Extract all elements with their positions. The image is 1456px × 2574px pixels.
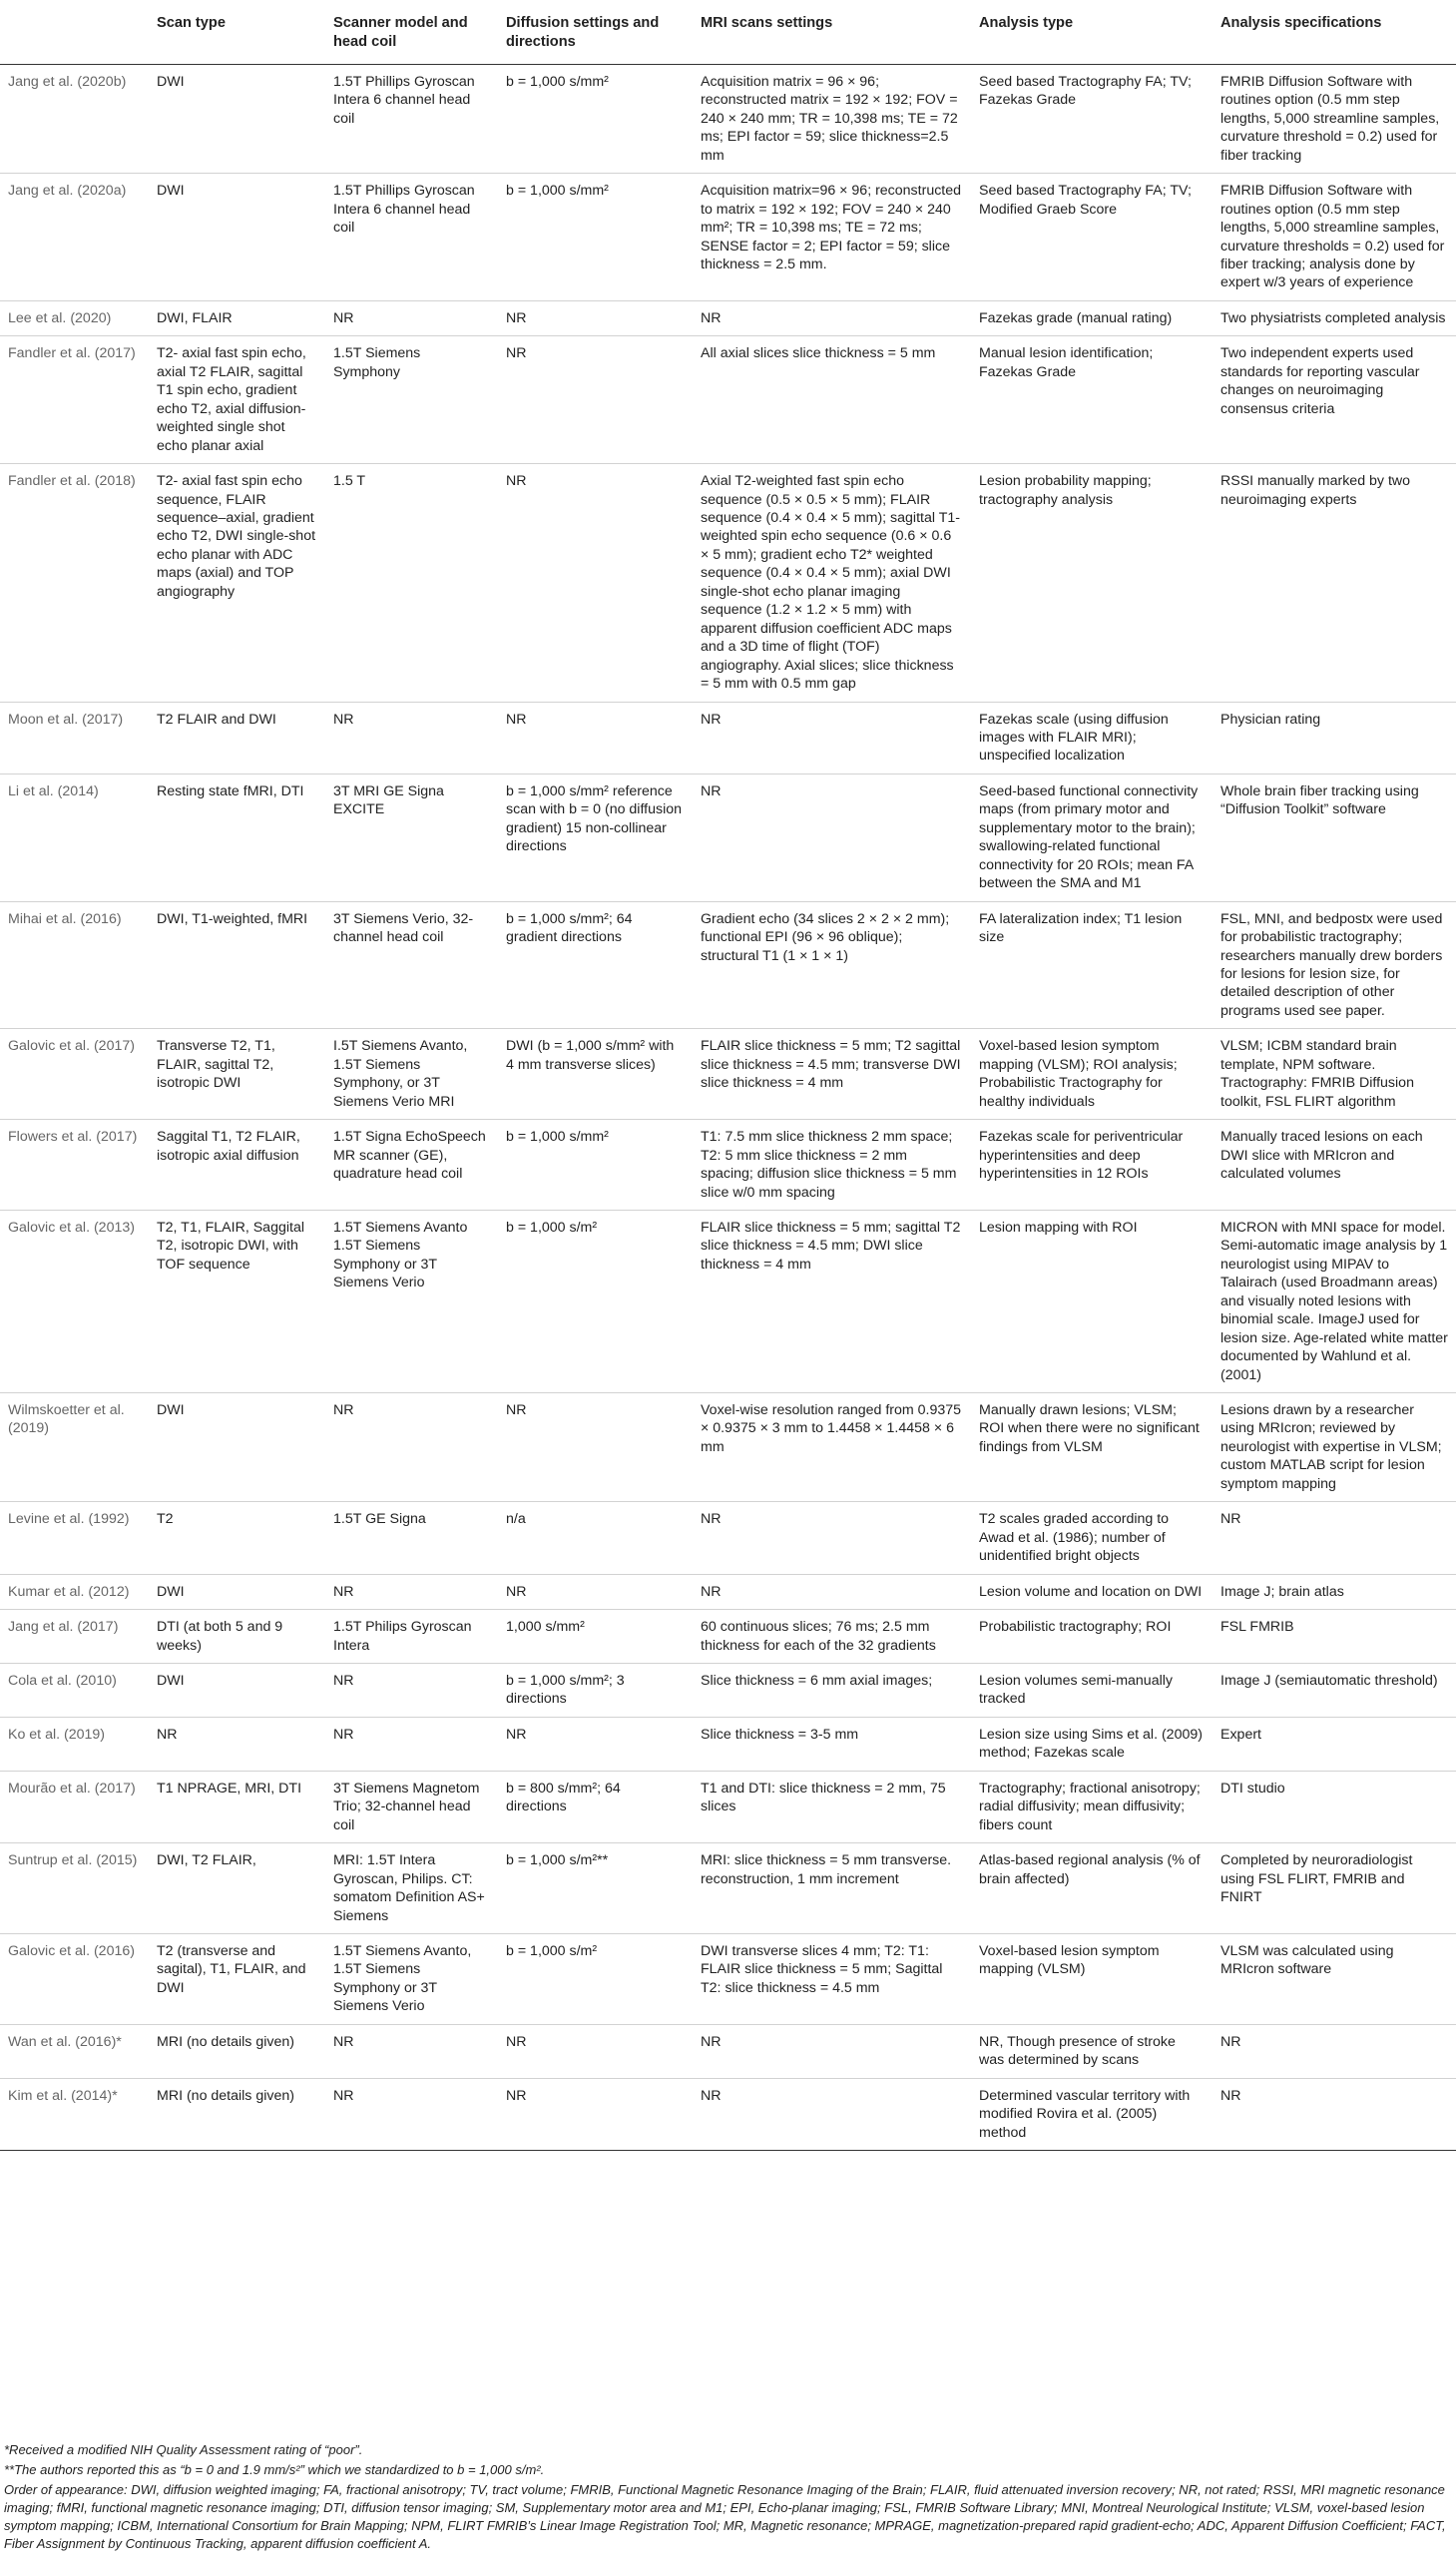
study-cell: Fandler et al. (2018)	[0, 464, 149, 702]
diffusion-settings-cell: NR	[498, 336, 693, 464]
analysis-specifications-cell: NR	[1213, 2078, 1456, 2150]
analysis-type-cell: Fazekas scale (using diffusion images with FLAIR MRI); unspecified localization	[971, 702, 1213, 773]
study-cell: Galovic et al. (2016)	[0, 1934, 149, 2025]
analysis-type-cell: T2 scales graded according to Awad et al. (1986); number of unidentified bright objects	[971, 1502, 1213, 1574]
analysis-specifications-cell: NR	[1213, 1502, 1456, 1574]
study-cell: Lee et al. (2020)	[0, 300, 149, 335]
table-row	[0, 1210, 1456, 1392]
analysis-specifications-cell: VLSM; ICBM standard brain template, NPM software. Tractography: FMRIB Diffusion toolkit, FSL FLIRT algorithm	[1213, 1029, 1456, 1120]
scan-type-cell: DWI, FLAIR	[149, 300, 325, 335]
scan-type-cell: T2 FLAIR and DWI	[149, 702, 325, 773]
analysis-type-cell: NR, Though presence of stroke was determined by scans	[971, 2024, 1213, 2078]
analysis-type-header: Analysis type	[971, 0, 1213, 64]
analysis-specifications-cell: FMRIB Diffusion Software with routines option (0.5 mm step lengths, 5,000 streamline samples, curvature threshold = 0.2) used for fiber tracking	[1213, 64, 1456, 173]
scan-type-cell: DWI	[149, 1393, 325, 1502]
diffusion-settings-cell: 1,000 s/mm²	[498, 1610, 693, 1664]
scan-type-cell: DWI	[149, 1574, 325, 1609]
scan-type-cell: MRI (no details given)	[149, 2078, 325, 2150]
mri-settings-cell: Axial T2-weighted fast spin echo sequence (0.5 × 0.5 × 5 mm); FLAIR sequence (0.4 × 0.4 × 5 mm); sagittal T1-weighted spin echo sequence (0.6 × 0.6 × 5 mm); gradient echo T2* weighted sequence (0.4 × 0.4 × 5 mm); axial DWI single-shot echo planar imaging sequence (1.2 × 1.2 × 5 mm) with apparent diffusion coefficient ADC maps and a 3D time of flight (TOF) angiography. Axial slices; slice thickness = 5 mm with 0.5 mm gap	[693, 464, 971, 702]
diffusion-settings-cell: b = 1,000 s/mm² reference scan with b = 0 (no diffusion gradient) 15 non-collinear directions	[498, 773, 693, 901]
analysis-specifications-cell: Whole brain fiber tracking using “Diffusion Toolkit” software	[1213, 773, 1456, 901]
study-cell: Suntrup et al. (2015)	[0, 1843, 149, 1934]
diffusion-settings-cell: b = 1,000 s/mm²	[498, 1120, 693, 1211]
mri-settings-cell: NR	[693, 773, 971, 901]
study-cell: Ko et al. (2019)	[0, 1717, 149, 1771]
diffusion-settings-cell: b = 1,000 s/mm²; 3 directions	[498, 1664, 693, 1718]
analysis-type-cell: Manually drawn lesions; VLSM; ROI when there were no significant findings from VLSM	[971, 1393, 1213, 1502]
footnote-abbreviations: Order of appearance: DWI, diffusion weighted imaging; FA, fractional anisotropy; TV, tract volume; FMRIB, Functional Magnetic Resonance Imaging of the Brain; FLAIR, fluid attenuated inversion recovery; NR, not rated; RSSI, MRI magnetic resonance imaging; fMRI, functional magnetic resonance imaging; DTI, diffusion tensor imaging; SM, Supplementary motor area and M1; EPI, Echo-planar imaging; FSL, FMRIB Software Library; MNI, Montreal Neurological Institute; VLSM, voxel-based lesion symptom mapping; ICBM, International Consortium for Brain Mapping; NPM, FLIRT FMRIB’s Linear Image Registration Tool; MR, Magnetic resonance; MPRAGE, magnetization-prepared rapid gradient-echo; ADC, Apparent Diffusion Coefficient; FACT, Fiber Assignment by Continuous Tracking, apparent diffusion coefficient A.	[4, 2481, 1446, 2551]
diffusion-settings-cell: b = 1,000 s/mm²	[498, 174, 693, 301]
mri-settings-cell: Acquisition matrix=96 × 96; reconstructed to matrix = 192 × 192; FOV = 240 × 240 mm²; TR = 10,398 ms; TE = 72 ms; SENSE factor = 2; EPI factor = 59; slice thickness = 2.5 mm.	[693, 174, 971, 301]
analysis-type-cell: Lesion probability mapping; tractography analysis	[971, 464, 1213, 702]
table-row	[0, 1843, 1456, 1934]
scanner-model-cell: 1.5T Philips Gyroscan Intera	[325, 1610, 498, 1664]
scan-type-cell: Resting state fMRI, DTI	[149, 773, 325, 901]
table-row	[0, 1574, 1456, 1609]
diffusion-settings-cell: b = 1,000 s/m²	[498, 1210, 693, 1392]
scanner-model-cell: I.5T Siemens Avanto, 1.5T Siemens Symphony, or 3T Siemens Verio MRI	[325, 1029, 498, 1120]
table-row	[0, 464, 1456, 702]
study-cell: Jang et al. (2020b)	[0, 64, 149, 173]
scan-type-cell: T2	[149, 1502, 325, 1574]
scan-type-cell: T1 NPRAGE, MRI, DTI	[149, 1771, 325, 1842]
scan-type-cell: DWI	[149, 1664, 325, 1718]
study-cell: Jang et al. (2017)	[0, 1610, 149, 1664]
analysis-type-cell: Lesion mapping with ROI	[971, 1210, 1213, 1392]
diffusion-settings-cell: NR	[498, 2078, 693, 2150]
scanner-model-cell: 1.5T GE Signa	[325, 1502, 498, 1574]
table-row	[0, 1029, 1456, 1120]
scan-type-cell: DWI	[149, 174, 325, 301]
scan-type-cell: NR	[149, 1717, 325, 1771]
scan-type-cell: MRI (no details given)	[149, 2024, 325, 2078]
study-cell: Galovic et al. (2013)	[0, 1210, 149, 1392]
scanner-model-cell: 3T MRI GE Signa EXCITE	[325, 773, 498, 901]
table-row	[0, 1502, 1456, 1574]
scanner-model-cell: 1.5T Siemens Avanto, 1.5T Siemens Symphony or 3T Siemens Verio	[325, 1934, 498, 2025]
study-cell: Moon et al. (2017)	[0, 702, 149, 773]
table-row	[0, 2078, 1456, 2150]
scanner-model-cell: 1.5T Signa EchoSpeech MR scanner (GE), quadrature head coil	[325, 1120, 498, 1211]
table-row	[0, 773, 1456, 901]
mri-settings-cell: Acquisition matrix = 96 × 96; reconstructed matrix = 192 × 192; FOV = 240 × 240 mm; TR = 10,398 ms; TE = 72 ms; EPI factor = 59; slice thickness=2.5 mm	[693, 64, 971, 173]
analysis-type-cell: Lesion volume and location on DWI	[971, 1574, 1213, 1609]
analysis-type-cell: Tractography; fractional anisotropy; radial diffusivity; mean diffusivity; fibers count	[971, 1771, 1213, 1842]
table-row	[0, 1120, 1456, 1211]
study-cell: Li et al. (2014)	[0, 773, 149, 901]
table-row	[0, 1717, 1456, 1771]
analysis-specifications-cell: DTI studio	[1213, 1771, 1456, 1842]
analysis-specifications-cell: Image J (semiautomatic threshold)	[1213, 1664, 1456, 1718]
analysis-type-cell: FA lateralization index; T1 lesion size	[971, 901, 1213, 1029]
scanner-model-cell: 3T Siemens Verio, 32-channel head coil	[325, 901, 498, 1029]
diffusion-settings-cell: b = 1,000 s/m²	[498, 1934, 693, 2025]
mri-settings-cell: NR	[693, 1502, 971, 1574]
mri-settings-cell: NR	[693, 1574, 971, 1609]
analysis-specifications-cell: MICRON with MNI space for model. Semi-automatic image analysis by 1 neurologist using MIPAV to Talairach (used Broadmann areas) and visually noted lesions with binomial scale. ImageJ used for lesion size. Age-related white matter documented by Wahlund et al. (2001)	[1213, 1210, 1456, 1392]
diffusion-settings-cell: b = 1,000 s/m²**	[498, 1843, 693, 1934]
diffusion-settings-cell: NR	[498, 464, 693, 702]
scanner-model-cell: 1.5T Siemens Avanto 1.5T Siemens Symphony or 3T Siemens Verio	[325, 1210, 498, 1392]
scan-type-cell: Transverse T2, T1, FLAIR, sagittal T2, isotropic DWI	[149, 1029, 325, 1120]
diffusion-settings-cell: b = 1,000 s/mm²	[498, 64, 693, 173]
analysis-specifications-cell: VLSM was calculated using MRIcron software	[1213, 1934, 1456, 2025]
study-column-header	[0, 0, 149, 64]
analysis-type-cell: Atlas-based regional analysis (% of brain affected)	[971, 1843, 1213, 1934]
analysis-specifications-cell: FSL, MNI, and bedpostx were used for probabilistic tractography; researchers manually drew borders for lesions for lesion size, for detailed description of other programs used see paper.	[1213, 901, 1456, 1029]
table-row	[0, 901, 1456, 1029]
scanner-model-cell: NR	[325, 702, 498, 773]
footnote-poor-rating: *Received a modified NIH Quality Assessment rating of “poor”.	[4, 2442, 363, 2457]
analysis-specifications-cell: Manually traced lesions on each DWI slice with MRIcron and calculated volumes	[1213, 1120, 1456, 1211]
mri-settings-cell: Slice thickness = 3-5 mm	[693, 1717, 971, 1771]
mri-settings-header: MRI scans settings	[693, 0, 971, 64]
scanner-model-cell: NR	[325, 1574, 498, 1609]
analysis-specifications-cell: Physician rating	[1213, 702, 1456, 773]
table-row	[0, 64, 1456, 173]
mri-settings-cell: T1: 7.5 mm slice thickness 2 mm space; T2: 5 mm slice thickness = 2 mm spacing; diffusion slice thickness = 5 mm slice w/0 mm spacing	[693, 1120, 971, 1211]
table-row	[0, 336, 1456, 464]
study-cell: Kim et al. (2014)*	[0, 2078, 149, 2150]
scanner-model-cell: 3T Siemens Magnetom Trio; 32-channel head coil	[325, 1771, 498, 1842]
table-header-row	[0, 0, 1456, 64]
scanner-model-cell: 1.5T Siemens Symphony	[325, 336, 498, 464]
study-cell: Flowers et al. (2017)	[0, 1120, 149, 1211]
scanner-model-cell: NR	[325, 1717, 498, 1771]
diffusion-settings-header: Diffusion settings and directions	[498, 0, 693, 64]
mri-settings-cell: NR	[693, 300, 971, 335]
table-row	[0, 2024, 1456, 2078]
mri-settings-cell: Voxel-wise resolution ranged from 0.9375 × 0.9375 × 3 mm to 1.4458 × 1.4458 × 6 mm	[693, 1393, 971, 1502]
diffusion-settings-cell: NR	[498, 1717, 693, 1771]
analysis-type-cell: Lesion volumes semi-manually tracked	[971, 1664, 1213, 1718]
scan-type-cell: T2- axial fast spin echo sequence, FLAIR sequence–axial, gradient echo T2, DWI single-shot echo planar with ADC maps (axial) and TOP angiography	[149, 464, 325, 702]
analysis-type-cell: Voxel-based lesion symptom mapping (VLSM)	[971, 1934, 1213, 2025]
diffusion-settings-cell: n/a	[498, 1502, 693, 1574]
mri-settings-cell: 60 continuous slices; 76 ms; 2.5 mm thickness for each of the 32 gradients	[693, 1610, 971, 1664]
mri-settings-cell: MRI: slice thickness = 5 mm transverse. reconstruction, 1 mm increment	[693, 1843, 971, 1934]
mri-settings-cell: FLAIR slice thickness = 5 mm; T2 sagittal slice thickness = 4.5 mm; transverse DWI slice thickness = 4 mm	[693, 1029, 971, 1120]
analysis-specifications-header: Analysis specifications	[1213, 0, 1456, 64]
diffusion-settings-cell: b = 1,000 s/mm²; 64 gradient directions	[498, 901, 693, 1029]
mri-settings-cell: Gradient echo (34 slices 2 × 2 × 2 mm); functional EPI (96 × 96 oblique); structural T1 (1 × 1 × 1)	[693, 901, 971, 1029]
table-row	[0, 1664, 1456, 1718]
study-cell: Mihai et al. (2016)	[0, 901, 149, 1029]
mri-settings-cell: Slice thickness = 6 mm axial images;	[693, 1664, 971, 1718]
analysis-specifications-cell: FSL FMRIB	[1213, 1610, 1456, 1664]
study-cell: Kumar et al. (2012)	[0, 1574, 149, 1609]
scan-type-cell: T2, T1, FLAIR, Saggital T2, isotropic DWI, with TOF sequence	[149, 1210, 325, 1392]
scan-type-cell: Saggital T1, T2 FLAIR, isotropic axial diffusion	[149, 1120, 325, 1211]
table-row	[0, 702, 1456, 773]
scanner-model-header: Scanner model and head coil	[325, 0, 498, 64]
study-cell: Galovic et al. (2017)	[0, 1029, 149, 1120]
mri-settings-cell: All axial slices slice thickness = 5 mm	[693, 336, 971, 464]
footnote-standardization: **The authors reported this as “b = 0 and 1.9 mm/s²” which we standardized to b = 1,000 s/m².	[4, 2461, 545, 2477]
table-row	[0, 1610, 1456, 1664]
scan-type-cell: DWI, T2 FLAIR,	[149, 1843, 325, 1934]
study-cell: Jang et al. (2020a)	[0, 174, 149, 301]
analysis-type-cell: Fazekas grade (manual rating)	[971, 300, 1213, 335]
analysis-specifications-cell: Completed by neuroradiologist using FSL FLIRT, FMRIB and FNIRT	[1213, 1843, 1456, 1934]
table-body	[0, 64, 1456, 2150]
analysis-specifications-cell: Image J; brain atlas	[1213, 1574, 1456, 1609]
table-row	[0, 1934, 1456, 2025]
analysis-type-cell: Voxel-based lesion symptom mapping (VLSM); ROI analysis; Probabilistic Tractography for healthy individuals	[971, 1029, 1213, 1120]
scanner-model-cell: MRI: 1.5T Intera Gyroscan, Philips. CT: somatom Definition AS+ Siemens	[325, 1843, 498, 1934]
scanner-model-cell: NR	[325, 300, 498, 335]
study-cell: Cola et al. (2010)	[0, 1664, 149, 1718]
study-cell: Wan et al. (2016)*	[0, 2024, 149, 2078]
scan-type-cell: DTI (at both 5 and 9 weeks)	[149, 1610, 325, 1664]
analysis-specifications-cell: Two independent experts used standards for reporting vascular changes on neuroimaging consensus criteria	[1213, 336, 1456, 464]
diffusion-settings-cell: DWI (b = 1,000 s/mm² with 4 mm transverse slices)	[498, 1029, 693, 1120]
table-row	[0, 300, 1456, 335]
diffusion-settings-cell: b = 800 s/mm²; 64 directions	[498, 1771, 693, 1842]
scanner-model-cell: 1.5T Phillips Gyroscan Intera 6 channel head coil	[325, 64, 498, 173]
mri-settings-cell: FLAIR slice thickness = 5 mm; sagittal T2 slice thickness = 4.5 mm; DWI slice thickness = 4 mm	[693, 1210, 971, 1392]
study-cell: Levine et al. (1992)	[0, 1502, 149, 1574]
mri-settings-cell: DWI transverse slices 4 mm; T2: T1: FLAIR slice thickness = 5 mm; Sagittal T2: slice thickness = 4.5 mm	[693, 1934, 971, 2025]
scanner-model-cell: NR	[325, 1393, 498, 1502]
scanner-model-cell: NR	[325, 2078, 498, 2150]
diffusion-settings-cell: NR	[498, 2024, 693, 2078]
analysis-specifications-cell: RSSI manually marked by two neuroimaging experts	[1213, 464, 1456, 702]
scan-type-cell: DWI, T1-weighted, fMRI	[149, 901, 325, 1029]
analysis-type-cell: Probabilistic tractography; ROI	[971, 1610, 1213, 1664]
study-cell: Fandler et al. (2017)	[0, 336, 149, 464]
mri-settings-cell: T1 and DTI: slice thickness = 2 mm, 75 slices	[693, 1771, 971, 1842]
table-row	[0, 1771, 1456, 1842]
scan-type-cell: DWI	[149, 64, 325, 173]
analysis-type-cell: Seed based Tractography FA; TV; Fazekas Grade	[971, 64, 1213, 173]
analysis-type-cell: Manual lesion identification; Fazekas Grade	[971, 336, 1213, 464]
analysis-type-cell: Seed based Tractography FA; TV; Modified Graeb Score	[971, 174, 1213, 301]
analysis-specifications-cell: Lesions drawn by a researcher using MRIcron; reviewed by neurologist with expertise in VLSM; custom MATLAB script for lesion symptom mapping	[1213, 1393, 1456, 1502]
scan-type-cell: T2 (transverse and sagital), T1, FLAIR, and DWI	[149, 1934, 325, 2025]
diffusion-settings-cell: NR	[498, 1393, 693, 1502]
mri-settings-cell: NR	[693, 2024, 971, 2078]
study-cell: Mourão et al. (2017)	[0, 1771, 149, 1842]
analysis-specifications-cell: Expert	[1213, 1717, 1456, 1771]
table-footnotes	[0, 2441, 1456, 2555]
diffusion-settings-cell: NR	[498, 702, 693, 773]
analysis-type-cell: Seed-based functional connectivity maps (from primary motor and supplementary motor to the brain); swallowing-related functional connectivity for 20 ROIs; mean FA between the SMA and M1	[971, 773, 1213, 901]
analysis-type-cell: Fazekas scale for periventricular hyperintensities and deep hyperintensities in 12 ROIs	[971, 1120, 1213, 1211]
scan-type-header: Scan type	[149, 0, 325, 64]
scanner-model-cell: 1.5T Phillips Gyroscan Intera 6 channel head coil	[325, 174, 498, 301]
study-cell: Wilmskoetter et al. (2019)	[0, 1393, 149, 1502]
analysis-specifications-cell: NR	[1213, 2024, 1456, 2078]
mri-settings-cell: NR	[693, 2078, 971, 2150]
diffusion-settings-cell: NR	[498, 300, 693, 335]
analysis-type-cell: Determined vascular territory with modified Rovira et al. (2005) method	[971, 2078, 1213, 2150]
table-row	[0, 1393, 1456, 1502]
analysis-specifications-cell: Two physiatrists completed analysis	[1213, 300, 1456, 335]
analysis-specifications-cell: FMRIB Diffusion Software with routines option (0.5 mm step lengths, 5,000 streamline samples, curvature thresholds = 0.2) used for fiber tracking; analysis done by expert w/3 years of experience	[1213, 174, 1456, 301]
scan-type-cell: T2- axial fast spin echo, axial T2 FLAIR, sagittal T1 spin echo, gradient echo T2, axial diffusion-weighted single shot echo planar axial	[149, 336, 325, 464]
mri-settings-cell: NR	[693, 702, 971, 773]
table-row	[0, 174, 1456, 301]
scanner-model-cell: NR	[325, 1664, 498, 1718]
analysis-type-cell: Lesion size using Sims et al. (2009) method; Fazekas scale	[971, 1717, 1213, 1771]
diffusion-settings-cell: NR	[498, 1574, 693, 1609]
scanner-model-cell: 1.5 T	[325, 464, 498, 702]
scanner-model-cell: NR	[325, 2024, 498, 2078]
